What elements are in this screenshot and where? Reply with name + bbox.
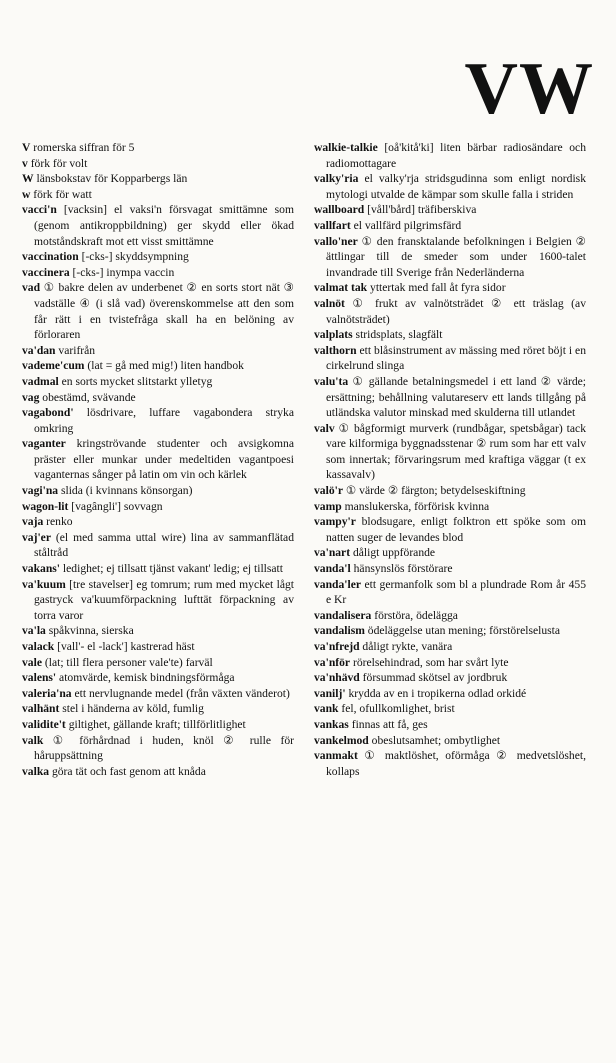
dictionary-entry [314, 639, 586, 655]
dictionary-entry [22, 140, 294, 156]
entry-definition: krydda av en i tropikerna odlad orkidé [345, 686, 527, 700]
entry-headword: wallboard [314, 203, 365, 217]
entry-headword: vaj'er [22, 530, 51, 544]
dictionary-entry [22, 717, 294, 733]
entry-definition: atomvärde, kemisk bindningsförmåga [56, 671, 235, 685]
entry-headword: vankas [314, 717, 349, 731]
entry-headword: vampy'r [314, 515, 356, 529]
dictionary-entry [314, 343, 586, 374]
dictionary-entry [22, 390, 294, 406]
dictionary-entry [314, 234, 586, 281]
entry-headword: va'nart [314, 546, 351, 560]
entry-headword: vamp [314, 499, 342, 513]
entry-headword: va'nför [314, 655, 351, 669]
entry-headword: vandalisera [314, 608, 372, 622]
entry-definition: el valky'rja stridsgudinna som enligt nordisk mytologi utvalde de kämpar som skulle falla i striden [326, 172, 586, 201]
entry-definition: (el med samma uttal wire) lina av sammanflätad ståltråd [34, 530, 294, 560]
dictionary-entry [314, 577, 586, 608]
entry-headword: valky'ria [314, 172, 359, 186]
entry-headword: vademe'cum [22, 359, 85, 373]
dictionary-entry [22, 733, 294, 764]
entry-headword: valnöt [314, 296, 345, 310]
entry-definition: slida (i kvinnans könsorgan) [58, 484, 193, 498]
entry-definition: [-cks-] skyddsympning [78, 250, 189, 264]
entry-definition: göra tät och fast genom att knåda [49, 764, 206, 778]
entry-headword: valens' [22, 671, 57, 685]
dictionary-entry [314, 327, 586, 343]
dictionary-entry [22, 530, 294, 561]
entry-definition: yttertak med fall åt fyra sidor [367, 281, 506, 295]
dictionary-entry [314, 218, 586, 234]
entry-definition: en sorts mycket slitstarkt ylletyg [58, 374, 213, 388]
dictionary-column-left [22, 140, 294, 779]
entry-definition: giltighet, gällande kraft; tillförlitlighet [65, 717, 246, 731]
entry-definition: ① den fransktalande befolkningen i Belgien ② ättlingar till de smeder som under 1600-talet invandrade till Sverige från Nederländerna [326, 234, 586, 279]
entry-headword: vacci'n [22, 203, 57, 217]
entry-headword: vaccinera [22, 265, 70, 279]
entry-headword: w [22, 187, 31, 201]
entry-headword: valplats [314, 328, 353, 342]
entry-headword: vaja [22, 515, 44, 529]
entry-definition: el vallfärd pilgrimsfärd [350, 218, 462, 232]
dictionary-entry [314, 514, 586, 545]
dictionary-entry [314, 171, 586, 202]
entry-headword: va'dan [22, 343, 56, 357]
dictionary-entry [22, 639, 294, 655]
dictionary-entry [22, 686, 294, 702]
entry-headword: va'la [22, 624, 46, 638]
dictionary-entry [22, 202, 294, 249]
entry-headword: vadmal [22, 374, 59, 388]
dictionary-entry [314, 280, 586, 296]
entry-headword: vagabond' [22, 406, 74, 420]
dictionary-entry [22, 577, 294, 624]
entry-definition: ett germanfolk som bl a plundrade Rom år 455 e Kr [326, 577, 586, 607]
entry-definition: rörelsehindrad, som har svårt lyte [350, 655, 509, 669]
entry-definition: ① värde ② färgton; betydelseskiftning [342, 484, 526, 498]
dictionary-entry [314, 140, 586, 171]
dictionary-entry [22, 436, 294, 483]
entry-headword: valack [22, 640, 55, 653]
dictionary-entry [22, 499, 294, 515]
dictionary-entry [22, 561, 294, 577]
entry-definition: ① frukt av valnötsträdet ② ett träslag (av valnötsträdet) [326, 296, 586, 326]
dictionary-entry [22, 655, 294, 671]
entry-definition: ① gällande betalningsmedel i ett land ② värde; ersättning; behållning valutareserv ett lands tillgång på utländska valutor minskad med skulderna till utlandet [326, 374, 586, 420]
entry-headword: vanmakt [314, 749, 358, 763]
entry-definition: ① bakre delen av underbenet ② en sorts stort nät ③ vadställe ④ (i slå vad) överenskommelse att den som får rätt i en tvistefråga skall ha en belöning av förloraren [34, 281, 294, 342]
dictionary-entry [22, 265, 294, 281]
dictionary-entry [22, 171, 294, 187]
entry-headword: W [22, 172, 34, 186]
entry-headword: vaganter [22, 437, 66, 451]
entry-definition: obeslutsamhet; ombytlighet [368, 733, 501, 747]
entry-definition: [-cks-] inympa vaccin [69, 265, 175, 279]
entry-definition: dåligt uppförande [350, 546, 436, 560]
entry-headword: vakans' [22, 562, 61, 576]
entry-definition: förk för volt [27, 156, 88, 170]
entry-definition: stel i händerna av köld, fumlig [59, 702, 204, 716]
dictionary-entry [314, 655, 586, 671]
entry-headword: vallfart [314, 218, 351, 232]
entry-headword: vankelmod [314, 733, 369, 747]
entry-definition: renko [43, 515, 73, 529]
dictionary-entry [22, 187, 294, 203]
entry-definition: (lat; till flera personer vale'te) farväl [41, 655, 213, 669]
entry-definition: fel, ofullkomlighet, brist [338, 702, 455, 716]
dictionary-entry [314, 296, 586, 327]
dictionary-entry [314, 483, 586, 499]
dictionary-entry [22, 374, 294, 390]
dictionary-entry [314, 202, 586, 218]
dictionary-entry [314, 670, 586, 686]
entry-definition: ① förhårdnad i huden, knöl ② rulle för håruppsättning [34, 733, 294, 763]
entry-headword: valka [22, 764, 50, 778]
entry-definition: [oå'kitå'ki] liten bärbar radiosändare och radiomottagare [326, 141, 586, 170]
entry-headword: vank [314, 702, 339, 716]
entry-definition: förk för watt [30, 187, 92, 201]
entry-definition: [vagângli'] sovvagn [68, 499, 163, 513]
dictionary-entry [22, 249, 294, 265]
entry-definition: ödeläggelse utan mening; förstörelselusta [364, 624, 561, 638]
entry-definition: blodsugare, enligt folktron ett spöke som om natten suger de levandes blod [326, 515, 586, 544]
dictionary-entry [22, 405, 294, 436]
entry-headword: vandalism [314, 624, 365, 638]
dictionary-entry [22, 280, 294, 342]
entry-headword: vallo'ner [314, 234, 358, 248]
entry-definition: stridsplats, slagfält [352, 328, 443, 342]
entry-headword: valthorn [314, 343, 357, 357]
entry-definition: länsbokstav för Kopparbergs län [33, 172, 188, 186]
entry-definition: kringströvande studenter och avsigkomna präster eller munkar under medeltiden vagantpoesi vaganternas sånger på latin om vin och kärlek [34, 437, 294, 482]
entry-headword: walkie-talkie [314, 141, 378, 154]
dictionary-entry [22, 156, 294, 172]
dictionary-entry [314, 717, 586, 733]
entry-headword: valmat tak [314, 281, 368, 295]
dictionary-entry [22, 514, 294, 530]
entry-headword: v [22, 156, 28, 170]
entry-headword: vagi'na [22, 484, 59, 498]
entry-definition: [vacksin] el vaksi'n försvagat smittämne som (genom antikroppbildning) ger skydd eller ökad motståndskraft mot ett visst smittämne [34, 203, 294, 248]
dictionary-entry [314, 421, 586, 483]
entry-headword: vanda'l [314, 562, 351, 576]
entry-definition: ett nervlugnande medel (från växten vänderot) [71, 686, 290, 700]
dictionary-entry [22, 358, 294, 374]
dictionary-entry [314, 701, 586, 717]
entry-headword: vale [22, 655, 42, 669]
entry-definition: hänsynslös förstörare [350, 562, 453, 576]
entry-headword: vaccination [22, 250, 79, 264]
entry-headword: vag [22, 390, 40, 404]
entry-definition: lösdrivare, luffare vagabondera stryka omkring [34, 406, 294, 435]
entry-definition: förstöra, ödelägga [371, 608, 458, 622]
entry-definition: manslukerska, förförisk kvinna [341, 499, 490, 513]
dictionary-entry [314, 374, 586, 421]
entry-definition: ① maktlöshet, oförmåga ② medvetslöshet, kollaps [326, 749, 586, 778]
dictionary-entry [22, 483, 294, 499]
dictionary-entry [314, 733, 586, 749]
entry-headword: va'kuum [22, 577, 66, 591]
dictionary-entry [314, 499, 586, 515]
dictionary-entry [314, 748, 586, 779]
entry-definition: finnas att få, ges [348, 717, 428, 731]
entry-definition: försummad skötsel av jordbruk [359, 671, 508, 685]
entry-headword: valu'ta [314, 374, 349, 388]
entry-definition: ledighet; ej tillsatt tjänst vakant' ledig; ej tillsatt [60, 562, 284, 576]
dictionary-entry [22, 701, 294, 717]
entry-definition: [vall'- el -lack'] kastrerad häst [54, 640, 195, 653]
entry-definition: ① bågformigt murverk (rundbågar, spetsbågar) tack vare kilformiga byggnadsstenar ② rum som har ett valv som innertak; förvaringsrum med kraftiga väggar (t ex kassavalv) [326, 421, 586, 482]
entry-headword: V [22, 141, 31, 154]
dictionary-entry [314, 623, 586, 639]
dictionary-entry [22, 343, 294, 359]
dictionary-entry [314, 545, 586, 561]
entry-headword: vanilj' [314, 686, 346, 700]
entry-headword: valk [22, 733, 44, 747]
dictionary-entry [314, 608, 586, 624]
dictionary-entry [314, 561, 586, 577]
entry-headword: vad [22, 281, 41, 295]
entry-headword: va'nhävd [314, 671, 360, 685]
page-letter-heading: VW [464, 48, 594, 130]
entry-definition: varifrån [55, 343, 96, 357]
entry-definition: spåkvinna, sierska [45, 624, 134, 638]
dictionary-entry [22, 670, 294, 686]
entry-definition: ett blåsinstrument av mässing med röret böjt i en cirkelrund slinga [326, 343, 586, 373]
entry-headword: valhänt [22, 702, 60, 716]
dictionary-entry [22, 623, 294, 639]
entry-headword: valv [314, 421, 335, 435]
entry-headword: valö'r [314, 484, 343, 498]
dictionary-entry [22, 764, 294, 780]
entry-definition: obestämd, svävande [39, 390, 136, 404]
entry-headword: wagon-lit [22, 499, 69, 513]
entry-definition: dåligt rykte, vanära [359, 640, 453, 653]
entry-definition: [tre stavelser] eg tomrum; rum med mycket lågt gastryck va'kuumförpackning lufttät förpackning av torra varor [34, 577, 294, 622]
entry-headword: va'nfrejd [314, 640, 360, 653]
dictionary-column-right [314, 140, 586, 779]
dictionary-entry [314, 686, 586, 702]
entry-definition: [våll'bård] träfiberskiva [364, 203, 477, 217]
entry-headword: validite't [22, 717, 66, 731]
entry-headword: vanda'ler [314, 577, 362, 591]
entry-definition: romerska siffran för 5 [30, 141, 135, 154]
entry-headword: valeria'na [22, 686, 72, 700]
entry-definition: (lat = gå med mig!) liten handbok [84, 359, 244, 373]
